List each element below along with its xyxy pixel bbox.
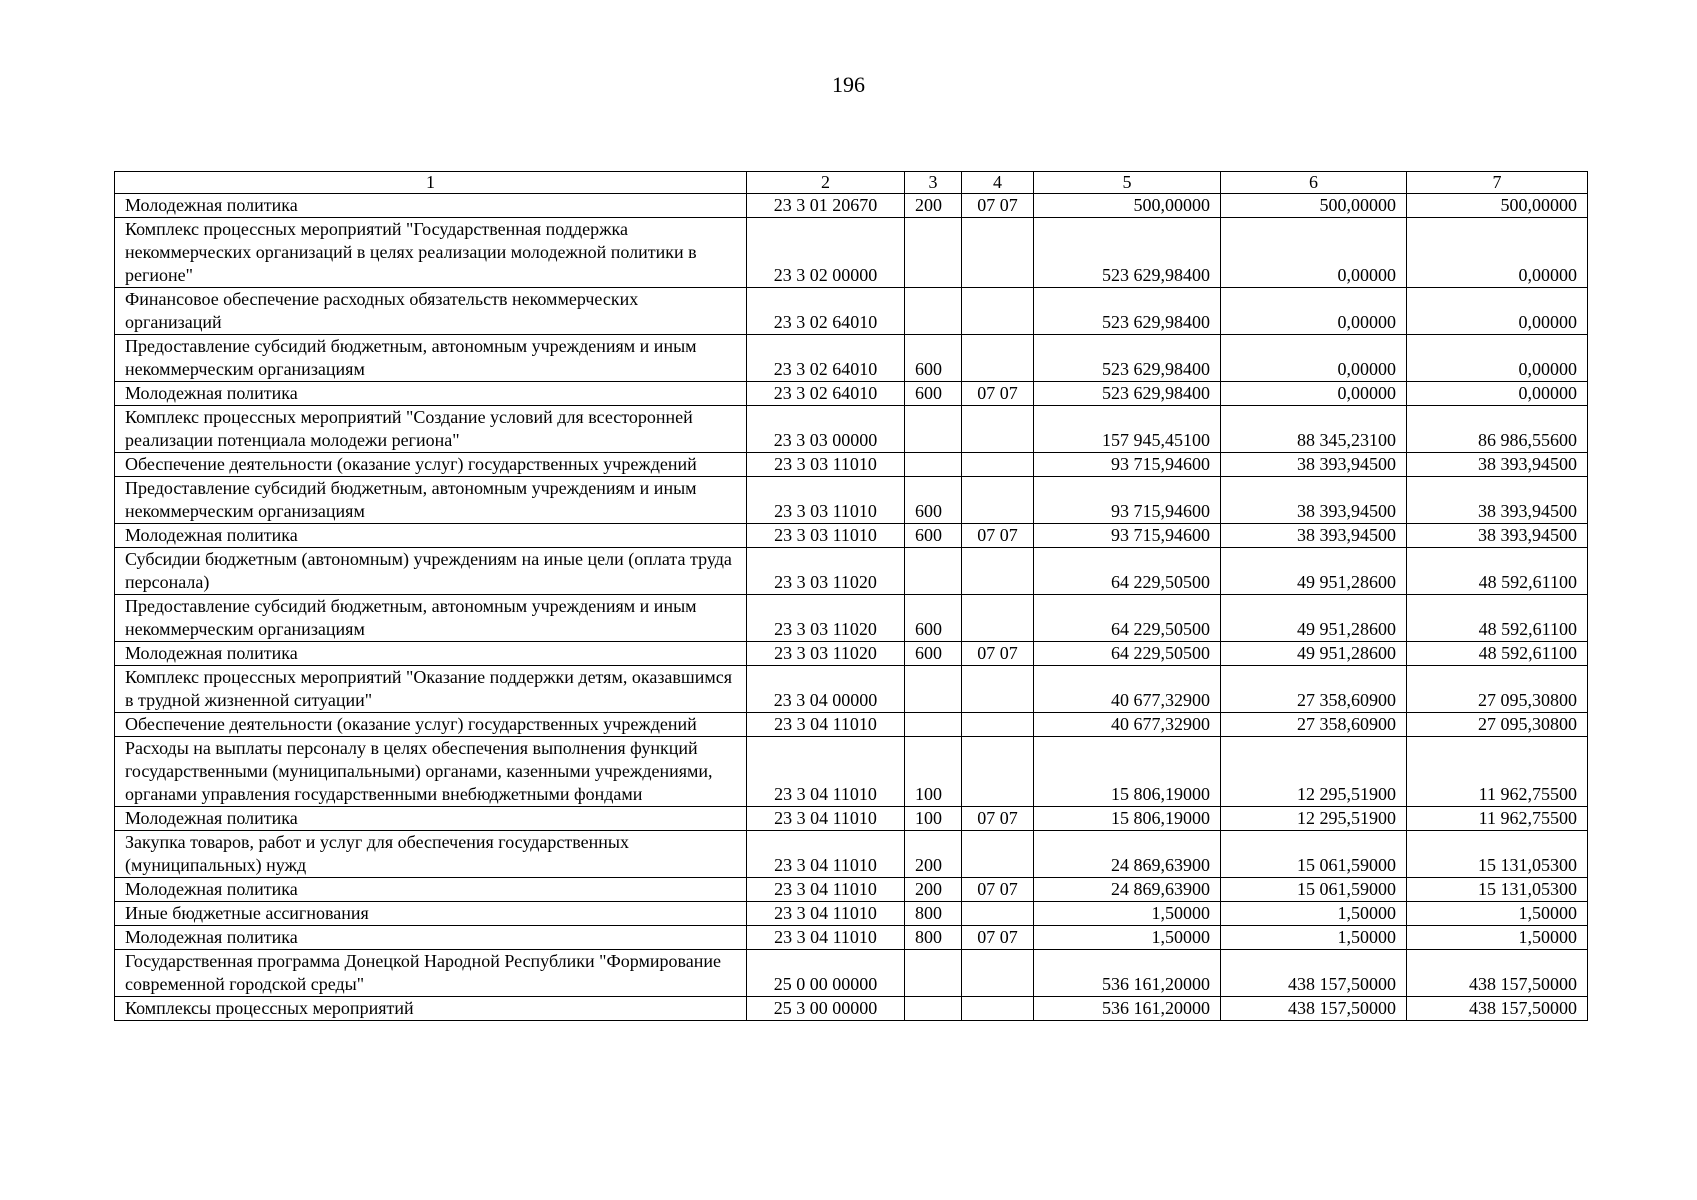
row-name-cell: Предоставление субсидий бюджетным, автономным учреждениям и иным некоммерческим организациям [115, 477, 747, 524]
table-row [115, 997, 1588, 1021]
table-row [115, 406, 1588, 453]
column-number: 6 [1221, 172, 1407, 194]
amount-col5-cell: 40 677,32900 [1034, 713, 1221, 737]
section-cell [962, 902, 1034, 926]
column-number: 3 [905, 172, 962, 194]
table-row [115, 737, 1588, 807]
table-row [115, 831, 1588, 878]
amount-col6-cell: 12 295,51900 [1221, 737, 1407, 807]
amount-col6-cell: 0,00000 [1221, 382, 1407, 406]
row-name-cell: Молодежная политика [115, 878, 747, 902]
table-row [115, 453, 1588, 477]
amount-col6-cell: 0,00000 [1221, 335, 1407, 382]
target-code-cell: 23 3 02 64010 [747, 382, 905, 406]
amount-col7-cell: 11 962,75500 [1407, 737, 1588, 807]
section-cell: 07 07 [962, 642, 1034, 666]
amount-col5-cell: 15 806,19000 [1034, 737, 1221, 807]
amount-col7-cell: 15 131,05300 [1407, 878, 1588, 902]
target-code-cell: 23 3 04 11010 [747, 902, 905, 926]
amount-col7-cell: 1,50000 [1407, 902, 1588, 926]
section-cell: 07 07 [962, 807, 1034, 831]
expense-type-cell [905, 997, 962, 1021]
expense-type-cell [905, 548, 962, 595]
section-cell [962, 831, 1034, 878]
amount-col5-cell: 536 161,20000 [1034, 950, 1221, 997]
amount-col7-cell: 438 157,50000 [1407, 950, 1588, 997]
section-cell: 07 07 [962, 382, 1034, 406]
section-cell [962, 335, 1034, 382]
amount-col6-cell: 438 157,50000 [1221, 950, 1407, 997]
expense-type-cell: 600 [905, 595, 962, 642]
amount-col7-cell: 27 095,30800 [1407, 666, 1588, 713]
amount-col6-cell: 1,50000 [1221, 926, 1407, 950]
table-row [115, 477, 1588, 524]
amount-col7-cell: 0,00000 [1407, 382, 1588, 406]
section-cell [962, 453, 1034, 477]
row-name-cell: Предоставление субсидий бюджетным, автономным учреждениям и иным некоммерческим организациям [115, 335, 747, 382]
row-name-cell: Молодежная политика [115, 807, 747, 831]
amount-col7-cell: 438 157,50000 [1407, 997, 1588, 1021]
page-number: 196 [832, 72, 865, 97]
amount-col5-cell: 1,50000 [1034, 902, 1221, 926]
amount-col6-cell: 38 393,94500 [1221, 524, 1407, 548]
row-name-cell: Комплекс процессных мероприятий "Государственная поддержка некоммерческих организаций в целях реализации молодежной политики в регионе" [115, 218, 747, 288]
expense-type-cell: 800 [905, 902, 962, 926]
row-name-cell: Обеспечение деятельности (оказание услуг) государственных учреждений [115, 713, 747, 737]
expense-type-cell: 600 [905, 382, 962, 406]
table-row [115, 713, 1588, 737]
amount-col6-cell: 49 951,28600 [1221, 548, 1407, 595]
amount-col5-cell: 1,50000 [1034, 926, 1221, 950]
target-code-cell: 23 3 04 11010 [747, 737, 905, 807]
expense-type-cell: 800 [905, 926, 962, 950]
table-row [115, 595, 1588, 642]
target-code-cell: 23 3 01 20670 [747, 194, 905, 218]
row-name-cell: Субсидии бюджетным (автономным) учреждениям на иные цели (оплата труда персонала) [115, 548, 747, 595]
amount-col7-cell: 0,00000 [1407, 335, 1588, 382]
expense-type-cell: 200 [905, 194, 962, 218]
target-code-cell: 23 3 04 11010 [747, 807, 905, 831]
amount-col5-cell: 24 869,63900 [1034, 831, 1221, 878]
amount-col7-cell: 86 986,55600 [1407, 406, 1588, 453]
table-row [115, 878, 1588, 902]
target-code-cell: 25 3 00 00000 [747, 997, 905, 1021]
expense-type-cell: 200 [905, 831, 962, 878]
column-number: 7 [1407, 172, 1588, 194]
row-name-cell: Молодежная политика [115, 926, 747, 950]
row-name-cell: Молодежная политика [115, 382, 747, 406]
row-name-cell: Молодежная политика [115, 524, 747, 548]
amount-col5-cell: 523 629,98400 [1034, 218, 1221, 288]
amount-col6-cell: 0,00000 [1221, 218, 1407, 288]
section-cell: 07 07 [962, 194, 1034, 218]
section-cell [962, 406, 1034, 453]
column-number: 4 [962, 172, 1034, 194]
amount-col5-cell: 523 629,98400 [1034, 288, 1221, 335]
table-row [115, 902, 1588, 926]
amount-col7-cell: 48 592,61100 [1407, 595, 1588, 642]
amount-col5-cell: 523 629,98400 [1034, 335, 1221, 382]
section-cell [962, 737, 1034, 807]
amount-col6-cell: 0,00000 [1221, 288, 1407, 335]
amount-col7-cell: 38 393,94500 [1407, 524, 1588, 548]
amount-col5-cell: 64 229,50500 [1034, 642, 1221, 666]
target-code-cell: 23 3 03 11020 [747, 548, 905, 595]
section-cell [962, 997, 1034, 1021]
amount-col7-cell: 11 962,75500 [1407, 807, 1588, 831]
row-name-cell: Государственная программа Донецкой Народной Республики "Формирование современной городской среды" [115, 950, 747, 997]
row-name-cell: Иные бюджетные ассигнования [115, 902, 747, 926]
amount-col6-cell: 27 358,60900 [1221, 666, 1407, 713]
target-code-cell: 23 3 02 00000 [747, 218, 905, 288]
amount-col6-cell: 438 157,50000 [1221, 997, 1407, 1021]
amount-col5-cell: 157 945,45100 [1034, 406, 1221, 453]
amount-col5-cell: 523 629,98400 [1034, 382, 1221, 406]
row-name-cell: Расходы на выплаты персоналу в целях обеспечения выполнения функций государственными (муниципальными) органами, казенными учреждениями, органами управления государственными внебюджетными фондами [115, 737, 747, 807]
column-number: 1 [115, 172, 747, 194]
amount-col5-cell: 93 715,94600 [1034, 477, 1221, 524]
target-code-cell: 23 3 03 11020 [747, 642, 905, 666]
amount-col7-cell: 38 393,94500 [1407, 453, 1588, 477]
row-name-cell: Закупка товаров, работ и услуг для обеспечения государственных (муниципальных) нужд [115, 831, 747, 878]
amount-col6-cell: 15 061,59000 [1221, 831, 1407, 878]
table-row [115, 288, 1588, 335]
expense-type-cell [905, 453, 962, 477]
expense-type-cell: 600 [905, 642, 962, 666]
row-name-cell: Молодежная политика [115, 194, 747, 218]
row-name-cell: Финансовое обеспечение расходных обязательств некоммерческих организаций [115, 288, 747, 335]
amount-col6-cell: 1,50000 [1221, 902, 1407, 926]
table-row [115, 666, 1588, 713]
expense-type-cell [905, 666, 962, 713]
amount-col5-cell: 64 229,50500 [1034, 595, 1221, 642]
amount-col6-cell: 38 393,94500 [1221, 477, 1407, 524]
target-code-cell: 23 3 04 00000 [747, 666, 905, 713]
table-row [115, 807, 1588, 831]
amount-col6-cell: 12 295,51900 [1221, 807, 1407, 831]
expense-type-cell: 600 [905, 524, 962, 548]
amount-col6-cell: 38 393,94500 [1221, 453, 1407, 477]
expense-type-cell: 200 [905, 878, 962, 902]
section-cell: 07 07 [962, 926, 1034, 950]
row-name-cell: Комплексы процессных мероприятий [115, 997, 747, 1021]
amount-col5-cell: 536 161,20000 [1034, 997, 1221, 1021]
row-name-cell: Комплекс процессных мероприятий "Создание условий для всесторонней реализации потенциала молодежи региона" [115, 406, 747, 453]
section-cell [962, 666, 1034, 713]
amount-col5-cell: 24 869,63900 [1034, 878, 1221, 902]
expense-type-cell [905, 288, 962, 335]
amount-col5-cell: 500,00000 [1034, 194, 1221, 218]
section-cell [962, 548, 1034, 595]
table-row [115, 218, 1588, 288]
target-code-cell: 23 3 02 64010 [747, 335, 905, 382]
amount-col7-cell: 38 393,94500 [1407, 477, 1588, 524]
section-cell [962, 595, 1034, 642]
amount-col7-cell: 48 592,61100 [1407, 642, 1588, 666]
expense-type-cell [905, 406, 962, 453]
section-cell: 07 07 [962, 878, 1034, 902]
column-number-row [115, 172, 1588, 194]
target-code-cell: 23 3 02 64010 [747, 288, 905, 335]
target-code-cell: 25 0 00 00000 [747, 950, 905, 997]
amount-col6-cell: 500,00000 [1221, 194, 1407, 218]
amount-col5-cell: 93 715,94600 [1034, 453, 1221, 477]
amount-col7-cell: 1,50000 [1407, 926, 1588, 950]
row-name-cell: Предоставление субсидий бюджетным, автономным учреждениям и иным некоммерческим организациям [115, 595, 747, 642]
amount-col6-cell: 15 061,59000 [1221, 878, 1407, 902]
expense-type-cell [905, 218, 962, 288]
table-row [115, 642, 1588, 666]
amount-col5-cell: 64 229,50500 [1034, 548, 1221, 595]
table-row [115, 548, 1588, 595]
row-name-cell: Молодежная политика [115, 642, 747, 666]
table-row [115, 382, 1588, 406]
amount-col7-cell: 27 095,30800 [1407, 713, 1588, 737]
table-row [115, 194, 1588, 218]
budget-table [114, 171, 1588, 1021]
target-code-cell: 23 3 04 11010 [747, 831, 905, 878]
section-cell: 07 07 [962, 524, 1034, 548]
target-code-cell: 23 3 04 11010 [747, 878, 905, 902]
expense-type-cell: 100 [905, 807, 962, 831]
row-name-cell: Комплекс процессных мероприятий "Оказание поддержки детям, оказавшимся в трудной жизненной ситуации" [115, 666, 747, 713]
table-row [115, 926, 1588, 950]
amount-col5-cell: 93 715,94600 [1034, 524, 1221, 548]
target-code-cell: 23 3 04 11010 [747, 713, 905, 737]
amount-col5-cell: 40 677,32900 [1034, 666, 1221, 713]
section-cell [962, 218, 1034, 288]
table-row [115, 524, 1588, 548]
amount-col7-cell: 0,00000 [1407, 288, 1588, 335]
amount-col6-cell: 49 951,28600 [1221, 642, 1407, 666]
table-row [115, 950, 1588, 997]
amount-col6-cell: 27 358,60900 [1221, 713, 1407, 737]
expense-type-cell: 100 [905, 737, 962, 807]
amount-col6-cell: 88 345,23100 [1221, 406, 1407, 453]
expense-type-cell [905, 950, 962, 997]
target-code-cell: 23 3 04 11010 [747, 926, 905, 950]
target-code-cell: 23 3 03 11010 [747, 524, 905, 548]
table-row [115, 335, 1588, 382]
target-code-cell: 23 3 03 11020 [747, 595, 905, 642]
amount-col7-cell: 15 131,05300 [1407, 831, 1588, 878]
section-cell [962, 288, 1034, 335]
amount-col5-cell: 15 806,19000 [1034, 807, 1221, 831]
row-name-cell: Обеспечение деятельности (оказание услуг) государственных учреждений [115, 453, 747, 477]
target-code-cell: 23 3 03 11010 [747, 477, 905, 524]
expense-type-cell: 600 [905, 335, 962, 382]
amount-col7-cell: 48 592,61100 [1407, 548, 1588, 595]
column-number: 5 [1034, 172, 1221, 194]
amount-col7-cell: 0,00000 [1407, 218, 1588, 288]
target-code-cell: 23 3 03 00000 [747, 406, 905, 453]
section-cell [962, 713, 1034, 737]
expense-type-cell: 600 [905, 477, 962, 524]
amount-col7-cell: 500,00000 [1407, 194, 1588, 218]
target-code-cell: 23 3 03 11010 [747, 453, 905, 477]
section-cell [962, 950, 1034, 997]
amount-col6-cell: 49 951,28600 [1221, 595, 1407, 642]
section-cell [962, 477, 1034, 524]
column-number: 2 [747, 172, 905, 194]
expense-type-cell [905, 713, 962, 737]
